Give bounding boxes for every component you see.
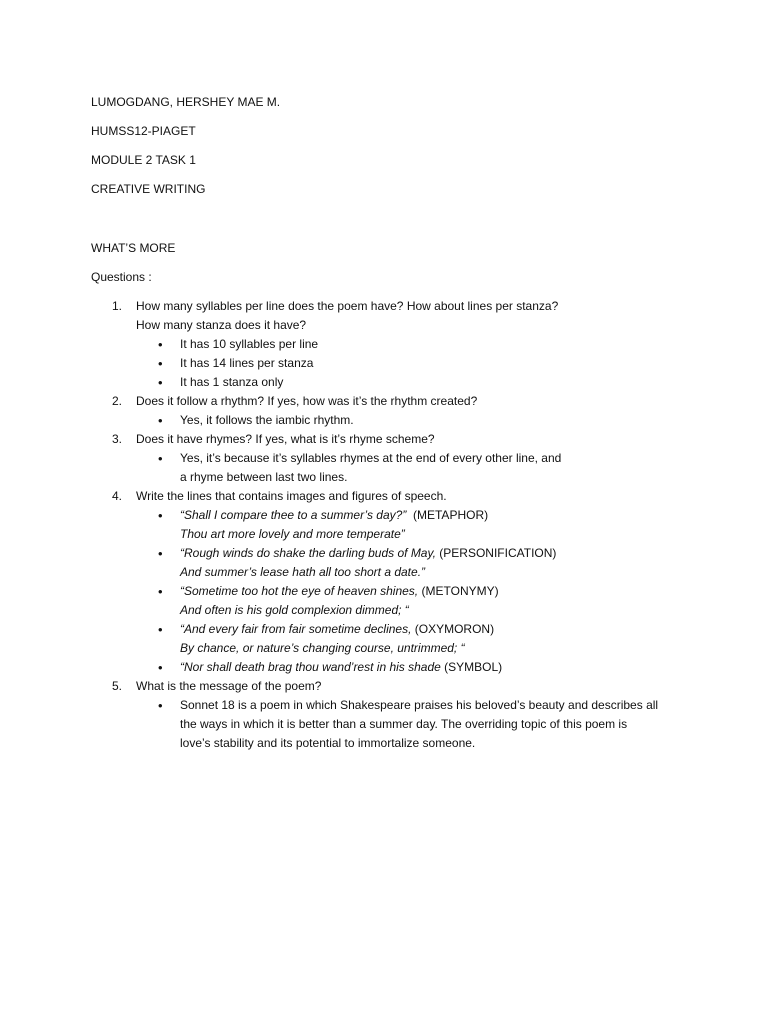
figure-of-speech-tag: (SYMBOL) <box>444 660 503 674</box>
q1-answer-3: It has 1 stanza only <box>180 375 284 389</box>
q1-text-line2: How many stanza does it have? <box>136 318 307 332</box>
figure-of-speech-tag: (METAPHOR) <box>413 508 489 522</box>
questions-label: Questions : <box>91 270 152 284</box>
quote-text: “And every fair from fair sometime declines, <box>180 622 412 636</box>
q1-answer-2: It has 14 lines per stanza <box>180 356 314 370</box>
bullet: • <box>158 584 163 599</box>
q4-text: Write the lines that contains images and figures of speech. <box>136 489 447 503</box>
quote-text: “Rough winds do shake the darling buds of May, <box>180 546 436 560</box>
bullet: • <box>158 337 163 352</box>
bullet: • <box>158 451 163 466</box>
q5-answer-line3: love’s stability and its potential to immortalize someone. <box>180 736 476 750</box>
bullet: • <box>158 698 163 713</box>
bullet: • <box>158 508 163 523</box>
q5-number: 5. <box>112 679 123 693</box>
quote-text: “Nor shall death brag thou wand’rest in his shade <box>180 660 441 674</box>
q4-item-1 <box>180 506 488 525</box>
quote-text: “Sometime too hot the eye of heaven shines, <box>180 584 419 598</box>
q3-text: Does it have rhymes? If yes, what is it’s rhyme scheme? <box>136 432 435 446</box>
quote-text: And often is his gold complexion dimmed; “ <box>180 603 409 617</box>
q2-answer: Yes, it follows the iambic rhythm. <box>180 413 354 427</box>
q3-answer-line2: a rhyme between last two lines. <box>180 470 348 484</box>
bullet: • <box>158 660 163 675</box>
figure-of-speech-tag: (OXYMORON) <box>414 622 495 636</box>
module-title: MODULE 2 TASK 1 <box>91 153 196 167</box>
q4-item-3 <box>180 582 499 601</box>
q1-answer-1: It has 10 syllables per line <box>180 337 319 351</box>
quote-text: “Shall I compare thee to a summer’s day?” <box>180 508 407 522</box>
q5-text: What is the message of the poem? <box>136 679 322 693</box>
q1-text-line1: How many syllables per line does the poem have? How about lines per stanza? <box>136 299 559 313</box>
q4-item-2 <box>180 544 556 563</box>
bullet: • <box>158 622 163 637</box>
section-heading: WHAT’S MORE <box>91 241 176 255</box>
q4-item-4 <box>180 620 494 639</box>
q1-number: 1. <box>112 299 123 313</box>
subject-title: CREATIVE WRITING <box>91 182 206 196</box>
q3-answer-line1: Yes, it’s because it’s syllables rhymes at the end of every other line, and <box>180 451 562 465</box>
quote-text: By chance, or nature’s changing course, untrimmed; “ <box>180 641 465 655</box>
quote-text: And summer’s lease hath all too short a date.” <box>180 565 426 579</box>
q5-answer-line2: the ways in which it is better than a summer day. The overriding topic of this poem is <box>180 717 628 731</box>
figure-of-speech-tag: (METONYMY) <box>421 584 499 598</box>
q2-number: 2. <box>112 394 123 408</box>
q3-number: 3. <box>112 432 123 446</box>
figure-of-speech-tag: (PERSONIFICATION) <box>439 546 557 560</box>
quote-text: Thou art more lovely and more temperate” <box>180 527 405 541</box>
bullet: • <box>158 356 163 371</box>
bullet: • <box>158 546 163 561</box>
q4-item-5 <box>180 658 502 677</box>
q4-number: 4. <box>112 489 123 503</box>
student-name: LUMOGDANG, HERSHEY MAE M. <box>91 95 281 109</box>
bullet: • <box>158 375 163 390</box>
section-name: HUMSS12-PIAGET <box>91 124 196 138</box>
q2-text: Does it follow a rhythm? If yes, how was it’s the rhythm created? <box>136 394 478 408</box>
q5-answer-line1: Sonnet 18 is a poem in which Shakespeare praises his beloved’s beauty and describes all <box>180 698 659 712</box>
bullet: • <box>158 413 163 428</box>
